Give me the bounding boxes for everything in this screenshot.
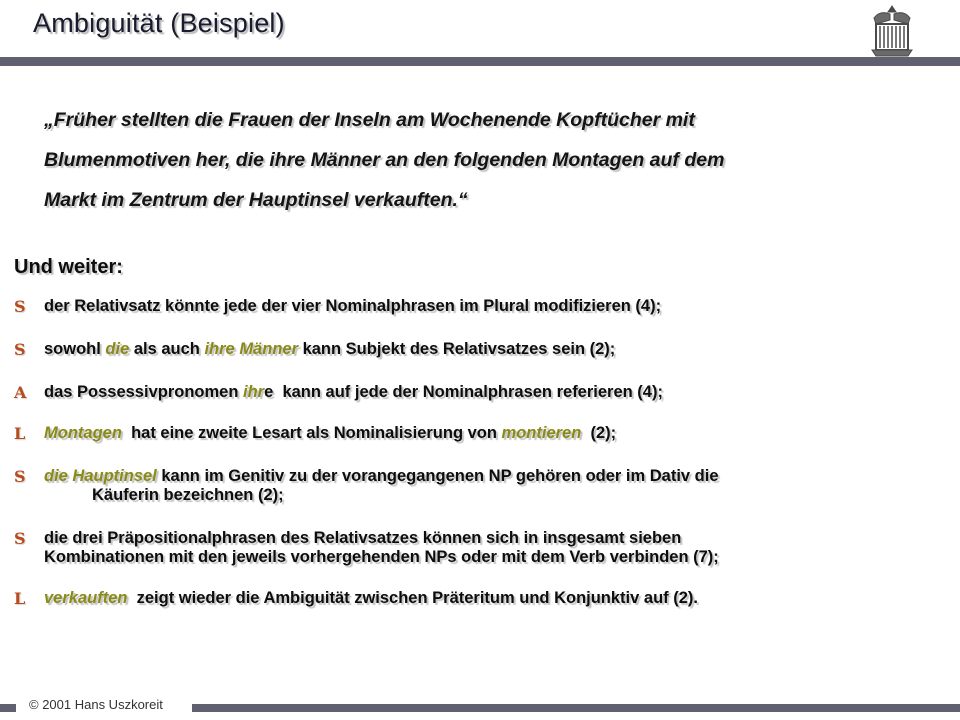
bullet-text: die drei Präpositionalphrasen des Relativsatzes können sich in insgesamt sieben — [44, 529, 682, 547]
bullet-text: der Relativsatz könnte jede der vier Nominalphrasen im Plural modifizieren (4); — [44, 297, 662, 315]
highlighted-term: verkauften — [44, 589, 128, 607]
title-divider — [0, 57, 960, 66]
example-sentence — [44, 100, 914, 220]
bullet-marker: S — [14, 340, 26, 359]
highlighted-term: die Hauptinsel — [44, 467, 157, 485]
bullet-text: e kann auf jede der Nominalphrasen referieren (4); — [264, 383, 663, 401]
bullet-text: kann Subjekt des Relativsatzes sein (2); — [298, 340, 616, 358]
highlighted-term: ihr — [243, 383, 265, 401]
bullet-text: zeigt wieder die Ambiguität zwischen Präteritum und Konjunktiv auf (2). — [127, 589, 698, 607]
highlighted-term: die — [105, 340, 130, 358]
footer-divider — [0, 704, 16, 712]
bullet-text: sowohl — [44, 340, 106, 358]
bullet-text: hat eine zweite Lesart als Nominalisierung von — [121, 424, 502, 442]
bullet-marker: S — [14, 467, 26, 486]
bullet-text: kann im Genitiv zu der vorangegangenen NP gehören oder im Dativ die — [156, 467, 719, 485]
highlighted-term: ihre Männer — [204, 340, 298, 358]
bullet-marker: L — [14, 424, 26, 443]
highlighted-term: Montagen — [44, 424, 122, 442]
quote-line: Markt im Zentrum der Hauptinsel verkauften.“ — [44, 189, 468, 211]
bullet-text: Käuferin bezeichnen (2); — [92, 486, 284, 504]
university-crest-icon — [866, 4, 918, 60]
bullet-text: als auch — [129, 340, 205, 358]
copyright-notice: © 2001 Hans Uszkoreit — [29, 697, 163, 712]
slide-title: Ambiguität (Beispiel) — [33, 8, 285, 38]
bullet-text: das Possessivpronomen — [44, 383, 243, 401]
quote-line: Blumenmotiven her, die ihre Männer an den folgenden Montagen auf dem — [44, 149, 725, 171]
bullet-text: Kombinationen mit den jeweils vorhergehenden NPs oder mit dem Verb verbinden (7); — [44, 548, 719, 566]
footer-divider — [192, 704, 960, 712]
highlighted-term: montieren — [501, 424, 582, 442]
bullet-marker: A — [14, 383, 27, 402]
bullet-marker: S — [14, 297, 26, 316]
bullet-marker: S — [14, 529, 26, 548]
bullet-text: (2); — [581, 424, 617, 442]
quote-line: „Früher stellten die Frauen der Inseln am Wochenende Kopftücher mit — [44, 109, 695, 131]
bullet-marker: L — [14, 589, 26, 608]
section-heading: Und weiter: — [14, 256, 123, 278]
